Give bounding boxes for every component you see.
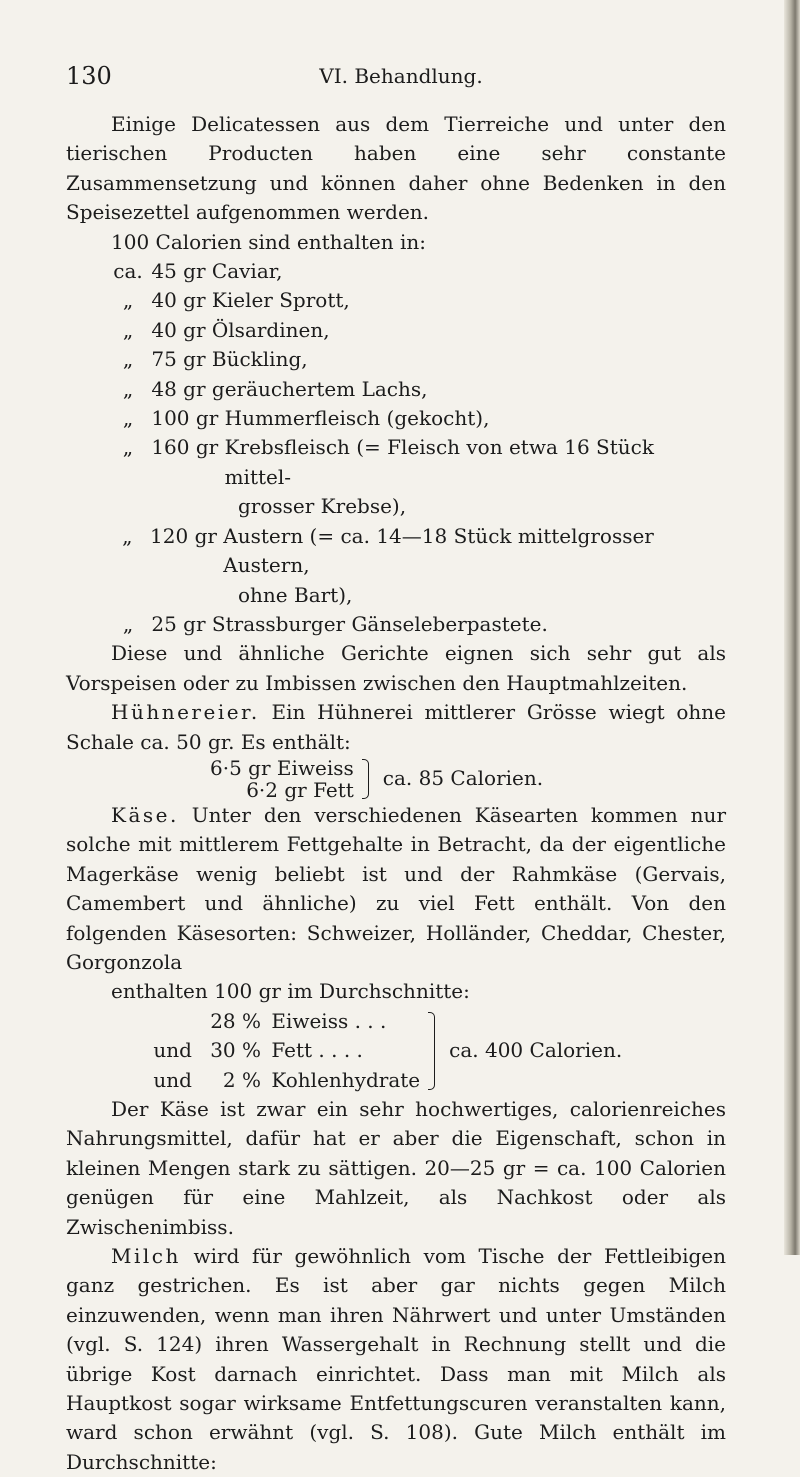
list-item: „ 40 gr Ölsardinen, [122, 317, 330, 342]
list-item: „ 75 gr Bückling, [122, 347, 308, 372]
list-item: „ 25 gr Strassburger Gänseleberpastete. [122, 611, 548, 636]
cheese-composition [66, 1007, 726, 1095]
cheese-paragraph: Käse. Unter den verschiedenen Käsearten kommen nur solche mit mittlerem Fettgehalte in Betracht, da der eigentliche Magerkäse wenig beliebt ist und der Rahmkäse (Gervais, Camembert und ähnliche) zu viel Fett enthält. Von den folgenden Käsesorten: Schweizer, Holländer, Cheddar, Chester, Gorgonzola [66, 802, 727, 974]
page-number: 130 [66, 62, 112, 90]
page-header [66, 62, 736, 92]
list-item: „ 120 gr Austern (= ca. 14—18 Stück mittelgrosser Austern, [122, 523, 654, 578]
cheese-contains: enthalten 100 gr im Durchschnitte: [111, 979, 470, 1004]
list-item: „ 100 gr Hummerfleisch (gekocht), [122, 406, 490, 431]
list-item-continuation: grosser Krebse), [238, 494, 407, 519]
running-head: VI. Behandlung. [319, 64, 483, 88]
intro-paragraph: Einige Delicatessen aus dem Tierreiche und unter den tierischen Producten haben eine sehr constante Zusammensetzung und können daher ohne Bedenken in den Speisezettel aufgenommen werden. [66, 112, 726, 225]
eggs-line: 6·5 gr Eiweiss [210, 755, 354, 780]
page-body [66, 110, 726, 1477]
eggs-total: ca. 85 Calorien. [382, 766, 544, 791]
list-item: „ 48 gr geräuchertem Lachs, [122, 376, 428, 401]
eggs-composition [66, 757, 726, 801]
brace [362, 759, 369, 799]
eggs-paragraph: Hühnereier. Ein Hühnerei mittlerer Grösse wiegt ohne Schale ca. 50 gr. Es enthält: [66, 700, 727, 754]
list-item: ca. 45 gr Caviar, [113, 259, 283, 284]
delicatessen-list [66, 257, 726, 639]
cheese-total: ca. 400 Calorien. [449, 1038, 623, 1063]
page-edge-shadow [784, 0, 800, 1255]
cheese-row: 28 % Eiweiss . . . [210, 1008, 387, 1033]
list-item-continuation: ohne Bart), [238, 582, 353, 607]
eggs-heading: Hühnereier. [111, 700, 260, 725]
list-item: „ 40 gr Kieler Sprott, [122, 288, 350, 313]
milk-paragraph: Milch wird für gewöhnlich vom Tische der Fettleibigen ganz gestrichen. Es ist aber gar nichts gegen Milch einzuwenden, wenn man ihren Nährwert und unter Umständen (vgl. S. 124) ihren Wassergehalt in Rechnung stellt und die übrige Kost darnach einrichtet. Dass man mit Milch als Hauptkost sogar wirksame Entfettungscuren veranstalten kann, ward schon erwähnt (vgl. S. 108). Gute Milch enthält im Durchschnitte: [66, 1244, 727, 1474]
cheese-paragraph-2: Der Käse ist zwar ein sehr hochwertiges, calorienreiches Nahrungsmittel, dafür hat er aber die Eigenschaft, schon in kleinen Mengen stark zu sättigen. 20—25 gr = ca. 100 Calorien genügen für eine Mahlzeit, als Nachkost oder als Zwischenimbiss. [66, 1097, 726, 1239]
cheese-row: und 2 % Kohlenhydrate [153, 1067, 421, 1092]
cheese-heading: Käse. [111, 802, 179, 827]
list-item: „ 160 gr Krebsfleisch (= Fleisch von etwa 16 Stück mittel- [122, 435, 654, 489]
milk-heading: Milch [111, 1244, 181, 1269]
cheese-row: und 30 % Fett . . . . [153, 1038, 363, 1063]
calories-line: 100 Calorien sind enthalten in: [111, 229, 427, 254]
eggs-line: 6·2 gr Fett [246, 777, 354, 802]
brace [428, 1012, 435, 1090]
after-list-paragraph: Diese und ähnliche Gerichte eignen sich sehr gut als Vorspeisen oder zu Imbissen zwischen den Hauptmahlzeiten. [66, 641, 726, 695]
